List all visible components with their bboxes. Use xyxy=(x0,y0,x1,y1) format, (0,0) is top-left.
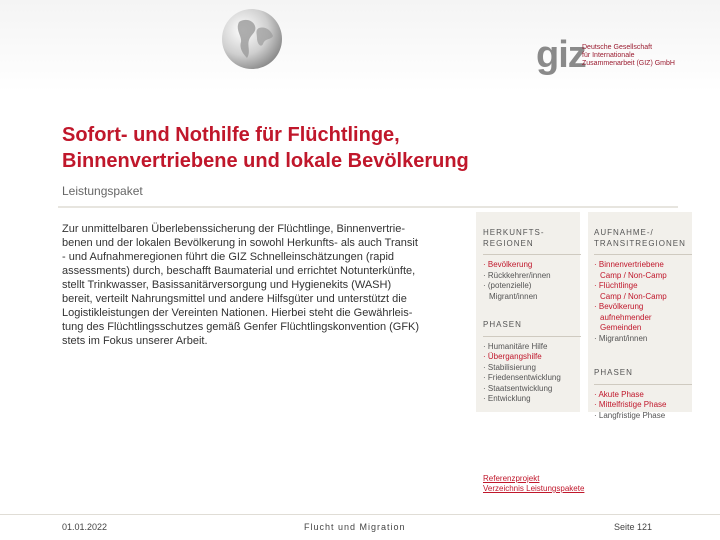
list-item: Camp / Non-Camp xyxy=(600,270,667,280)
list-item: · Friedensentwicklung xyxy=(483,373,561,382)
page-subtitle: Leistungspaket xyxy=(62,184,143,198)
list-item: · Flüchtlinge xyxy=(594,281,638,290)
footer-topic: Flucht und Migration xyxy=(304,522,406,532)
rule xyxy=(483,254,581,255)
list-item: · Akute Phase xyxy=(594,389,644,399)
list-item: Gemeinden xyxy=(600,323,642,332)
globe-icon xyxy=(221,8,283,70)
logo-mark: giz xyxy=(536,34,586,76)
page-title: Sofort- und Nothilfe für Flüchtlinge, Binnenvertriebene und lokale Bevölkerung xyxy=(62,124,469,172)
phases-heading: PHASEN xyxy=(594,368,633,377)
list-item: · Humanitäre Hilfe xyxy=(483,341,548,351)
list-item: · Rückkehrer/innen xyxy=(483,270,551,280)
column-heading: HERKUNFTS- REGIONEN xyxy=(483,228,545,248)
list-item: aufnehmender xyxy=(600,312,652,322)
footer-page-number: Seite 121 xyxy=(614,522,653,532)
rule xyxy=(594,254,692,255)
phases-heading: PHASEN xyxy=(483,320,522,329)
list-item: · Binnenvertriebene xyxy=(594,260,664,269)
list-item: · Migrant/innen xyxy=(594,333,648,343)
origin-regions-column xyxy=(483,228,581,405)
list-item: · Übergangshilfe xyxy=(483,352,542,361)
list-item: · Entwicklung xyxy=(483,394,531,403)
service-packages-link[interactable]: Verzeichnis Leistungspakete xyxy=(483,484,585,493)
list-item: · Stabilisierung xyxy=(483,362,536,372)
footer-date: 01.01.2022 xyxy=(62,522,108,532)
reference-project-link[interactable]: Referenzprojekt xyxy=(483,474,540,483)
rule xyxy=(483,336,581,337)
column-heading: AUFNAHME-/ TRANSITREGIONEN xyxy=(594,228,686,248)
list-item: · Staatsentwicklung xyxy=(483,383,553,393)
body-paragraph: Zur unmittelbaren Überlebenssicherung der Flüchtlinge, Binnenvertrie- benen und der lokalen Bevölkerung in sowohl Herkunfts- als auch Transit - und Aufnahmeregionen führt die GIZ Schnelleinschätzungen (rapid assessments) durch, beschafft Baumaterial und errichtet Notunterkünfte, stellt Trinkwasser, Basissanitärversorgung und Hygienekits (WASH) bereit, verteilt Nahrungsmittel und andere Hilfsgüter und unterstützt die Logistikleistungen der Vereinten Nationen. Hierbei steht die Gewährleis- tung des Flüchtlingsschutzes gemäß Genfer Flüchtlingskonvention (GFK) stets im Fokus unserer Arbeit. xyxy=(62,223,420,347)
list-item: · Bevölkerung xyxy=(483,260,533,269)
footer-divider xyxy=(0,514,720,515)
list-item: Camp / Non-Camp xyxy=(600,291,667,301)
list-item: · (potenzielle) xyxy=(483,281,532,290)
links xyxy=(483,474,584,494)
divider xyxy=(58,206,678,208)
transit-regions-column xyxy=(594,228,692,421)
list-item: · Mittelfristige Phase xyxy=(594,400,667,409)
list-item: Migrant/innen xyxy=(489,291,538,301)
list-item: · Bevölkerung xyxy=(594,302,644,311)
rule xyxy=(594,384,692,385)
list-item: · Langfristige Phase xyxy=(594,410,666,420)
logo-text: Deutsche Gesellschaft für Internationale Zusammenarbeit (GIZ) GmbH xyxy=(582,44,675,67)
